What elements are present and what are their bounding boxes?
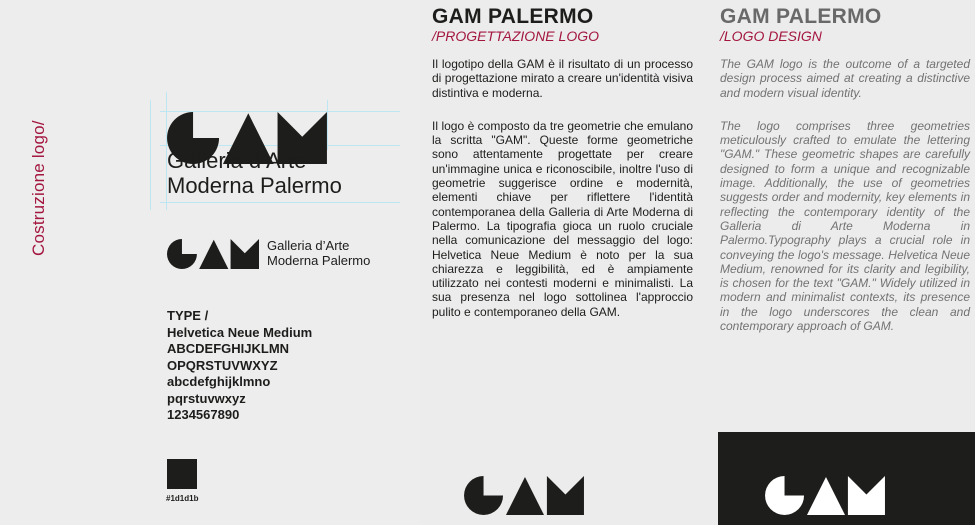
paragraph: Il logotipo della GAM è il risultato di un processo di progettazione mirato a creare un'identità visiva distintiva e moderna. [432, 57, 693, 100]
logo-small-wordmark: Galleria d’Arte Moderna Palermo [267, 238, 371, 268]
gam-logo-white-icon [765, 476, 885, 515]
logo-wordmark: Galleria d’Arte Moderna Palermo [167, 148, 342, 198]
guide-line [327, 100, 328, 150]
type-line: OPQRSTUVWXYZ [167, 357, 278, 373]
type-heading: TYPE / [167, 308, 209, 323]
type-line: abcdefghijklmno [167, 374, 271, 389]
page-title: GAM PALERMO [720, 5, 882, 28]
page-subtitle: /LOGO DESIGN [720, 28, 822, 44]
guide-line [150, 100, 151, 210]
paragraph: The GAM logo is the outcome of a targeted design process aimed at creating a distinctive and modern visual identity. [720, 57, 970, 100]
english-text-column [720, 6, 970, 352]
type-line: ABCDEFGHIJKLMN [167, 341, 290, 356]
type-font-name: Helvetica Neue Medium [167, 324, 313, 340]
gam-logo-small-icon [167, 239, 259, 269]
page-subtitle: /PROGETTAZIONE LOGO [432, 28, 599, 44]
typography-specimen [167, 308, 312, 424]
paragraph: Il logo è composto da tre geometrie che emulano la scritta "GAM". Queste forme geometriche sono attentamente progettate per creare un'immagine unica e riconoscibile, inoltre l'uso di geometrie suggerisce ordine e modernità, elementi chiave per riflettere l'identità contemporanea della Galleria di Arte Moderna di Palermo. La tipografia gioca un ruolo cruciale nella comunicazione del messaggio del logo: Helvetica Neue Medium è noto per la sua chiarezza e leggibilità, ed è ampiamente utilizzato nei contesti moderni e minimalisti. La sua presenza nel logo sottolinea l'approccio pulito e contemporaneo della GAM. [432, 118, 693, 319]
type-line: pqrstuvwxyz [167, 390, 246, 406]
logo-construction-panel [0, 0, 420, 525]
section-title: Costruzione logo/ [29, 120, 48, 256]
type-line: 1234567890 [167, 407, 240, 422]
italian-text-column [432, 6, 693, 338]
paragraph: The logo comprises three geometries meticulously crafted to emulate the lettering "GAM." These geometric shapes are carefully designed to form a unique and recognizable image. Additionally, the use of geometries suggests order and modernity, key elements in reflecting the contemporary identity of the Galleria di Arte Moderna in Palermo.Typography plays a crucial role in conveying the logo's message. Helvetica Neue Medium, renowned for its clarity and legibility, is chosen for the text "GAM." Widely utilized in modern and minimalist contexts, its presence in the logo underscores the clean and contemporary approach of GAM. [720, 118, 970, 334]
gam-logo-black-icon [464, 476, 584, 515]
color-hex-label: #1d1d1b [166, 494, 199, 503]
color-swatch [167, 459, 197, 489]
logo-negative-panel [718, 432, 975, 525]
guide-line [160, 202, 400, 203]
page-title: GAM PALERMO [432, 5, 594, 28]
